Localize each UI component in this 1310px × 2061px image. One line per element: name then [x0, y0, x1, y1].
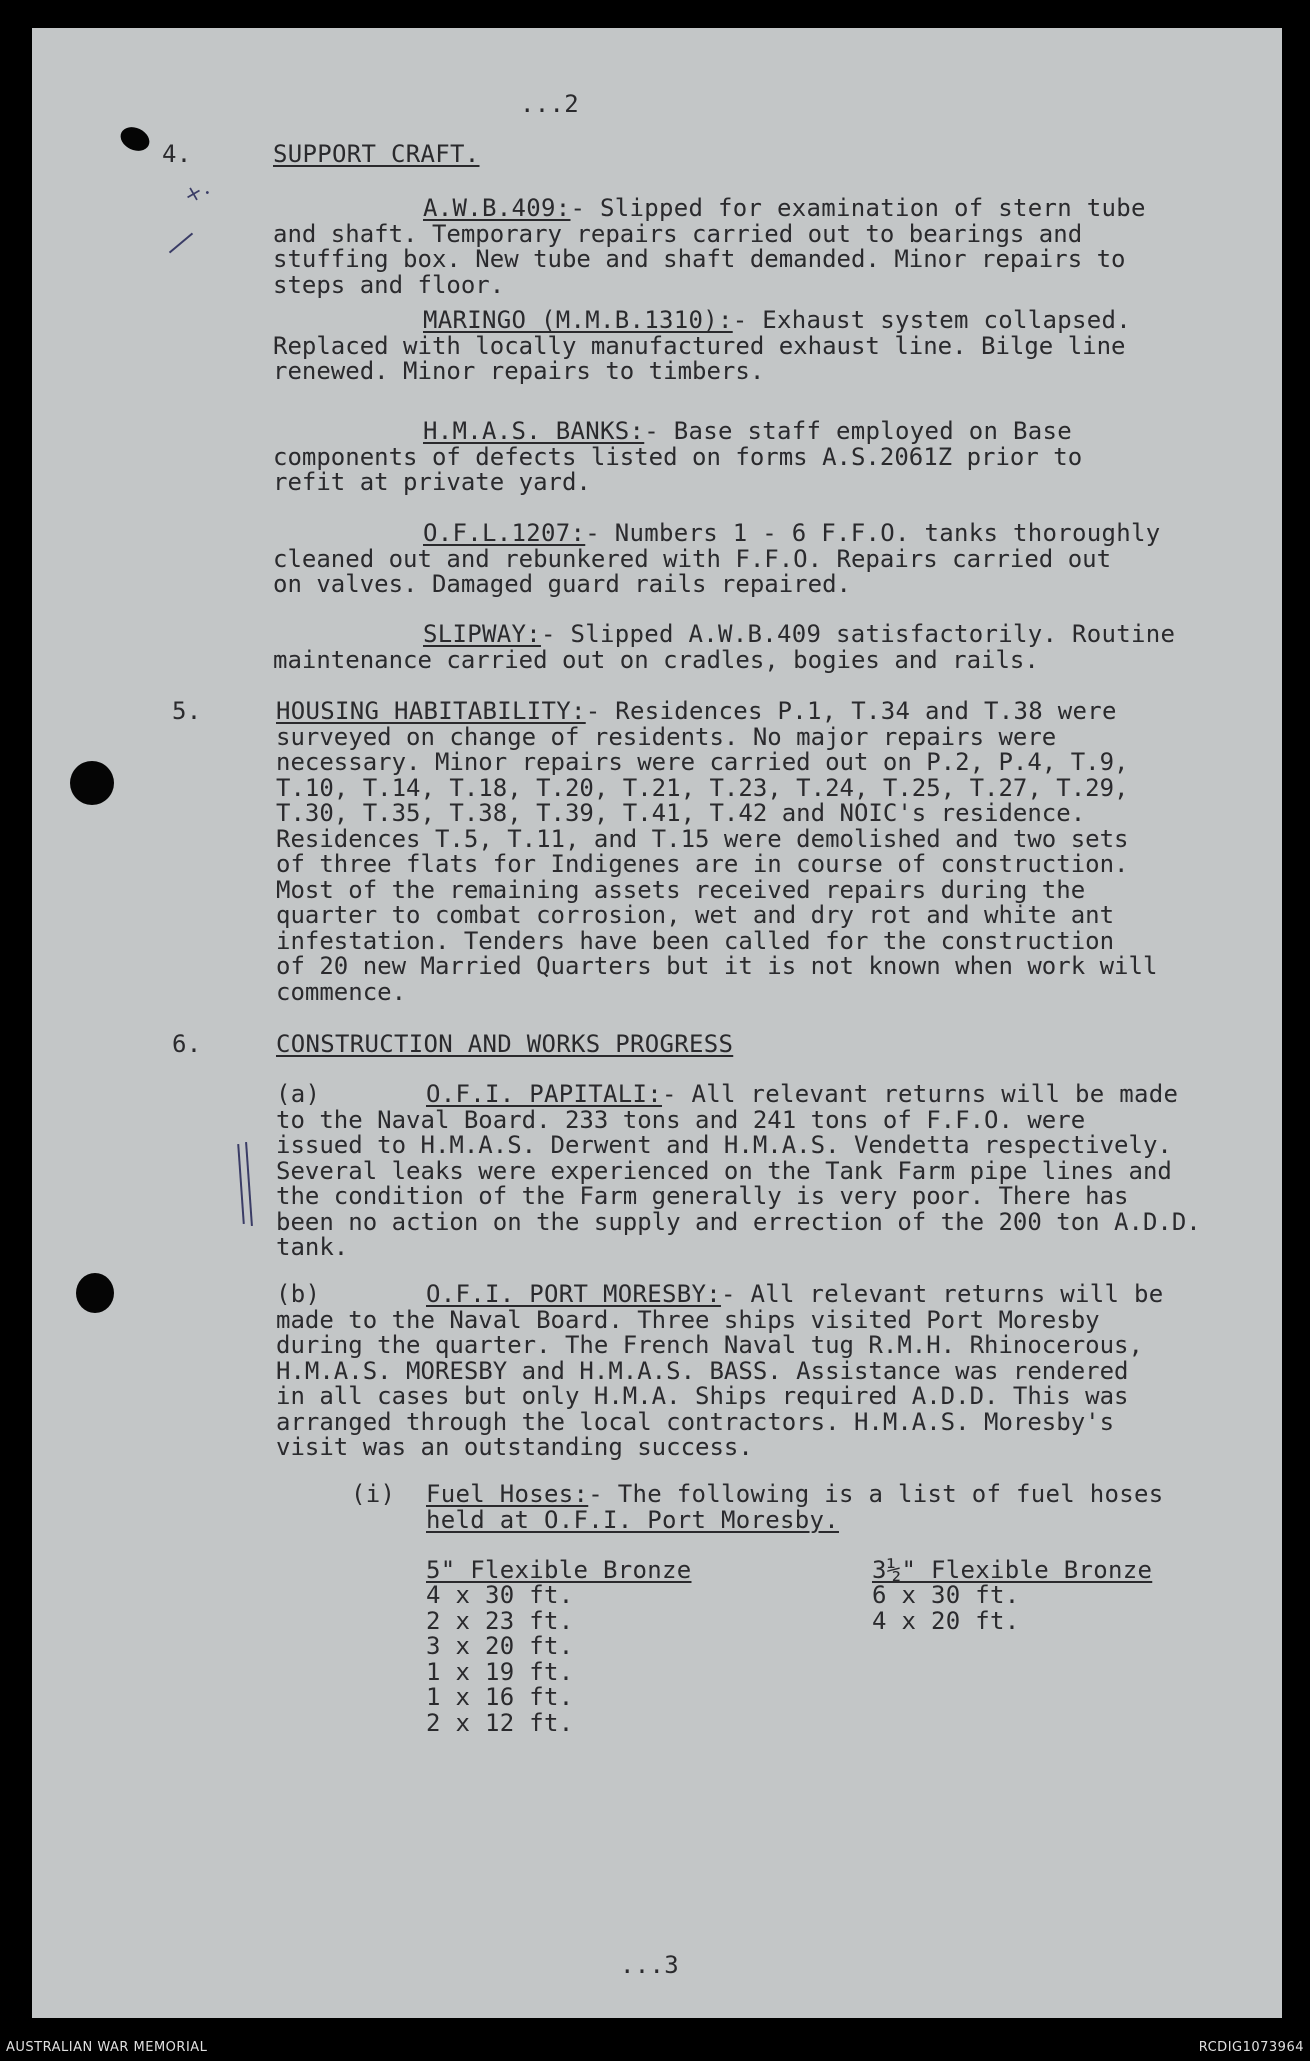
list-item: 4 x 20 ft. — [872, 1606, 1020, 1635]
section-6b-label: (b) — [276, 1280, 321, 1308]
list-item: 4 x 30 ft. — [426, 1581, 574, 1609]
fuel-hoses-first-line — [426, 1482, 1163, 1508]
fuel-hoses-label: (i) — [351, 1480, 396, 1508]
maringo-text-first: - Exhaust system collapsed. — [732, 306, 1131, 334]
ofl-title: O.F.L.1207: — [423, 519, 586, 547]
section-5-text-first: - Residences P.1, T.34 and T.38 were — [585, 697, 1117, 725]
footer-record-id: RCDIG1073964 — [1198, 2040, 1304, 2055]
maringo-first-line — [423, 308, 1131, 334]
page-number-bottom: ...3 — [620, 1951, 679, 1979]
fuel-hoses-title: Fuel Hoses: — [426, 1480, 589, 1508]
pencil-margin-line — [237, 1144, 245, 1224]
awb-text: and shaft. Temporary repairs carried out to bearings and stuffing box. New tube and shaft demanded. Minor repairs to steps and floor. — [273, 219, 1126, 299]
slipway-first-line — [423, 622, 1175, 648]
section-6a-first-line — [426, 1082, 1178, 1108]
list-item: 2 x 23 ft. — [426, 1606, 574, 1635]
ofl-first-line — [423, 521, 1160, 547]
binder-hole — [70, 761, 114, 805]
slipway-title: SLIPWAY: — [423, 620, 541, 648]
banks-first-line — [423, 419, 1072, 445]
document-page — [32, 28, 1282, 2018]
list-item: 3 x 20 ft. — [426, 1632, 574, 1660]
ofl-text: cleaned out and rebunkered with F.F.O. Repairs carried out on valves. Damaged guard rails repaired. — [273, 544, 1112, 598]
awb-title: A.W.B.409: — [423, 194, 571, 222]
hoses-35-title: 3½" Flexible Bronze — [872, 1556, 1153, 1584]
section-6-heading: CONSTRUCTION AND WORKS PROGRESS — [276, 1030, 734, 1058]
papitali-text-first: - All relevant returns will be made — [662, 1080, 1179, 1108]
hoses-35-list — [872, 1583, 1020, 1634]
footer-institution: AUSTRALIAN WAR MEMORIAL — [6, 2040, 208, 2055]
slipway-text: maintenance carried out on cradles, bogies and rails. — [273, 645, 1039, 674]
section-6a-label: (a) — [276, 1080, 321, 1108]
banks-text-first: - Base staff employed on Base — [644, 417, 1072, 445]
pencil-margin-line — [245, 1142, 253, 1226]
section-6-number: 6. — [172, 1030, 202, 1058]
list-item: 6 x 30 ft. — [872, 1581, 1020, 1609]
section-4-number: 4. — [162, 140, 192, 168]
list-item: 1 x 16 ft. — [426, 1683, 574, 1711]
maringo-text: Replaced with locally manufactured exhaust line. Bilge line renewed. Minor repairs to timbers. — [273, 331, 1126, 385]
page-number-top: ...2 — [520, 90, 579, 118]
section-5-text: surveyed on change of residents. No major repairs were necessary. Minor repairs were carried out on P.2, P.4, T.9, T.10, T.14, T.18, T.20, T.21, T.23, T.24, T.25, T.27, T.29, T.30, T.35, T.38, T.39, T.41, T.42 and NOIC's residence. Residences T.5, T.11, and T.15 were demolished and two sets of three flats for Indigenes are in course of construction. Most of the remaining assets received repairs during the quarter to combat corrosion, wet and dry rot and white ant infestation. Tenders have been called for the construction of 20 new Married Quarters but it is not known when work will commence. — [276, 722, 1158, 1006]
papitali-text: to the Naval Board. 233 tons and 241 tons of F.F.O. were issued to H.M.A.S. Derwent and H.M.A.S. Vendetta respectively. Several leaks were experienced on the Tank Farm pipe lines and the condition of the Farm generally is very poor. There has been no action on the supply and errection of the 200 ton A.D.D. tank. — [276, 1105, 1201, 1261]
hoses-5-list — [426, 1583, 574, 1736]
section-5-heading: HOUSING HABITABILITY: — [276, 697, 586, 725]
section-5-first-line — [276, 699, 1117, 725]
port-moresby-text: made to the Naval Board. Three ships visited Port Moresby during the quarter. The French Naval tug R.M.H. Rhinocerous, H.M.A.S. MORESBY and H.M.A.S. BASS. Assistance was rendered in all cases but only H.M.A. Ships required A.D.D. This was arranged through the local contractors. H.M.A.S. Moresby's visit was an outstanding success. — [276, 1305, 1143, 1461]
port-moresby-text-first: - All relevant returns will be — [720, 1280, 1164, 1308]
binder-hole — [76, 1273, 114, 1313]
port-moresby-title: O.F.I. PORT MORESBY: — [426, 1280, 721, 1308]
margin-pencil-mark: +. — [179, 175, 214, 210]
section-5-number: 5. — [172, 697, 202, 725]
banks-text: components of defects listed on forms A.S.2061Z prior to refit at private yard. — [273, 442, 1083, 496]
fuel-hoses-text-first: - The following is a list of fuel hoses — [588, 1480, 1164, 1508]
banks-title: H.M.A.S. BANKS: — [423, 417, 645, 445]
fuel-hoses-text: held at O.F.I. Port Moresby. — [426, 1505, 839, 1534]
section-6b-first-line — [426, 1282, 1163, 1308]
papitali-title: O.F.I. PAPITALI: — [426, 1080, 662, 1108]
pencil-stroke — [169, 233, 193, 254]
ofl-text-first: - Numbers 1 - 6 F.F.O. tanks thoroughly — [585, 519, 1161, 547]
hoses-5-title: 5" Flexible Bronze — [426, 1556, 692, 1584]
awb-first-line — [423, 196, 1146, 222]
slipway-text-first: - Slipped A.W.B.409 satisfactorily. Routine — [541, 620, 1176, 648]
list-item: 1 x 19 ft. — [426, 1657, 574, 1686]
maringo-title: MARINGO (M.M.B.1310): — [423, 306, 733, 334]
list-item: 2 x 12 ft. — [426, 1708, 574, 1737]
staple-mark — [117, 123, 153, 156]
awb-text-first: - Slipped for examination of stern tube — [570, 194, 1146, 222]
section-4-heading: SUPPORT CRAFT. — [273, 140, 480, 168]
